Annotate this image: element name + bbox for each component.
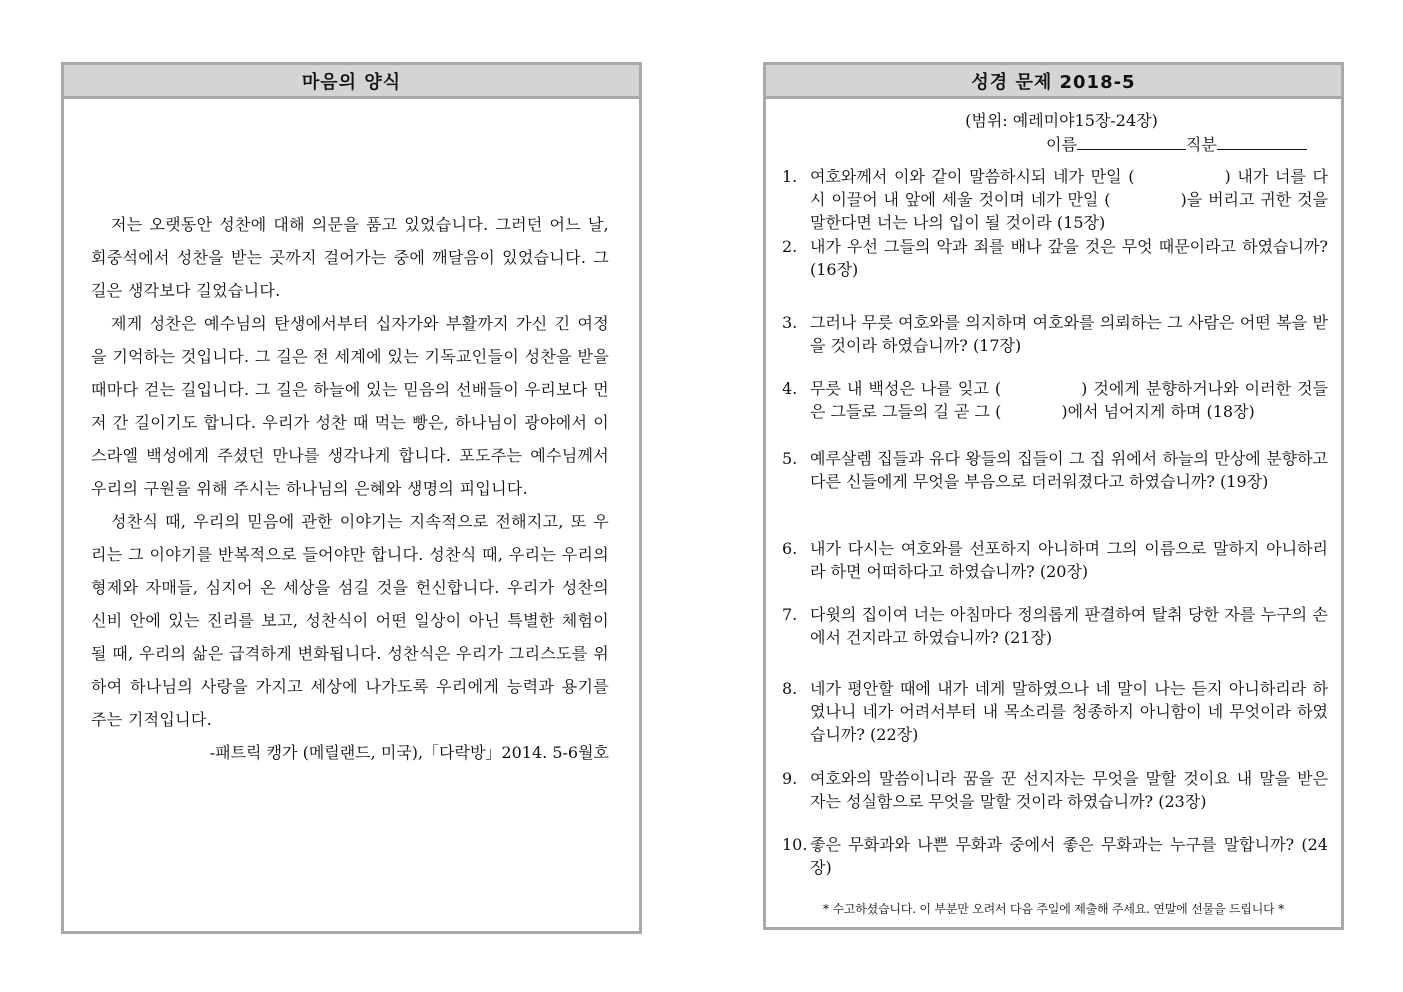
question-item: 5. 예루살렘 집들과 유다 왕들의 집들이 그 집 위에서 하늘의 만상에 분향하고 다른 신들에게 무엇을 부음으로 더러워졌다고 하였습니까? (19장) bbox=[782, 449, 1328, 491]
essay-paragraph: 저는 오랫동안 성찬에 대해 의문을 품고 있었습니다. 그러던 어느 날, 회중석에서 성찬을 받는 곳까지 걸어가는 중에 깨달음이 있었습니다. 그 길은 생각보다 길었습니다. bbox=[91, 215, 609, 300]
question-number: 4. bbox=[782, 379, 798, 398]
question-number: 3. bbox=[782, 313, 798, 332]
question-number: 8. bbox=[782, 679, 798, 698]
submission-note: * 수고하셨습니다. 이 부분만 오려서 다음 주일에 제출해 주세요. 연말에 선물을 드립니다 * bbox=[823, 902, 1284, 916]
question-number: 2. bbox=[782, 237, 798, 256]
question-item: 10. 좋은 무화과와 나쁜 무화과 중에서 좋은 무화과는 누구를 말합니까? (24장) bbox=[782, 835, 1328, 877]
essay-body bbox=[91, 208, 609, 768]
question-number: 5. bbox=[782, 449, 798, 468]
position-blank[interactable] bbox=[1217, 133, 1307, 150]
question-item: 1. 여호와께서 이와 같이 말씀하시되 네가 만일 ( ) 내가 너를 다시 이끌어 내 앞에 세울 것이며 네가 만일 ( )을 버리고 귀한 것을 말한다면 너는 나의 입이 될 것이라 (15장) bbox=[782, 167, 1328, 232]
question-item: 4. 무릇 내 백성은 나를 잊고 ( ) 것에게 분향하거나와 이러한 것들은 그들로 그들의 길 곧 그 ( )에서 넘어지게 하며 (18장) bbox=[782, 379, 1328, 421]
meditation-panel bbox=[61, 62, 642, 934]
name-label: 이름 bbox=[1046, 135, 1077, 154]
question-number: 9. bbox=[782, 769, 798, 788]
essay-paragraph: 제게 성찬은 예수님의 탄생에서부터 십자가와 부활까지 가신 긴 여정을 기억하는 것입니다. 그 길은 전 세계에 있는 기독교인들이 성찬을 받을 때마다 걷는 길입니다. 그 길은 하늘에 있는 믿음의 선배들이 우리보다 먼저 간 길이기도 합니다. 우리가 성찬 때 먹는 빵은, 하나님이 광야에서 이스라엘 백성에게 주셨던 만나를 생각나게 합니다. 포도주는 예수님께서 우리의 구원을 위해 주시는 하나님의 은혜와 생명의 피입니다. bbox=[91, 314, 609, 498]
question-number: 7. bbox=[782, 605, 798, 624]
question-item: 8. 네가 평안할 때에 내가 네게 말하였으나 네 말이 나는 듣지 아니하리라 하였나니 네가 어려서부터 내 목소리를 청종하지 아니함이 네 무엇이라 하였습니까? (22장) bbox=[782, 679, 1328, 744]
question-item: 3. 그러나 무릇 여호와를 의지하며 여호와를 의뢰하는 그 사람은 어떤 복을 받을 것이라 하였습니까? (17장) bbox=[782, 313, 1328, 355]
meditation-title: 마음의 양식 bbox=[64, 65, 639, 99]
essay-paragraph: 성찬식 때, 우리의 믿음에 관한 이야기는 지속적으로 전해지고, 또 우리는 그 이야기를 반복적으로 들어야만 합니다. 성찬식 때, 우리는 우리의 형제와 자매들, 심지어 온 세상을 섬길 것을 헌신합니다. 우리가 성찬의 신비 안에 있는 진리를 보고, 성찬식이 어떤 일상이 아닌 특별한 체험이 될 때, 우리의 삶은 급격하게 변화됩니다. 성찬식은 우리가 그리스도를 위하여 하나님의 사랑을 가지고 세상에 나가도록 우리에게 능력과 용기를 주는 기적입니다. bbox=[91, 512, 609, 729]
question-list bbox=[782, 165, 1328, 883]
quiz-meta bbox=[766, 109, 1341, 154]
bible-quiz-panel bbox=[763, 62, 1344, 930]
name-blank[interactable] bbox=[1077, 133, 1186, 150]
essay-attribution: -패트릭 캥가 (메릴랜드, 미국),「다락방」2014. 5-6월호 bbox=[209, 743, 609, 762]
question-number: 10. bbox=[782, 835, 808, 854]
question-number: 1. bbox=[782, 167, 798, 186]
question-item: 2. 내가 우선 그들의 악과 죄를 배나 갚을 것은 무엇 때문이라고 하였습니까? (16장) bbox=[782, 237, 1328, 279]
question-item: 9. 여호와의 말씀이니라 꿈을 꾼 선지자는 무엇을 말할 것이요 내 말을 받은 자는 성실함으로 무엇을 말할 것이라 하였습니까? (23장) bbox=[782, 769, 1328, 811]
position-label: 직분 bbox=[1185, 135, 1217, 154]
question-item: 7. 다윗의 집이여 너는 아침마다 정의롭게 판결하여 탈취 당한 자를 누구의 손에서 건지라고 하였습니까? (21장) bbox=[782, 605, 1328, 647]
question-number: 6. bbox=[782, 539, 798, 558]
question-item: 6. 내가 다시는 여호와를 선포하지 아니하며 그의 이름으로 말하지 아니하리라 하면 어떠하다고 하였습니까? (20장) bbox=[782, 539, 1328, 581]
signature-line bbox=[1046, 133, 1307, 156]
quiz-range: (범위: 예레미야15장-24장) bbox=[965, 111, 1158, 130]
quiz-title: 성경 문제 2018-5 bbox=[766, 65, 1341, 99]
